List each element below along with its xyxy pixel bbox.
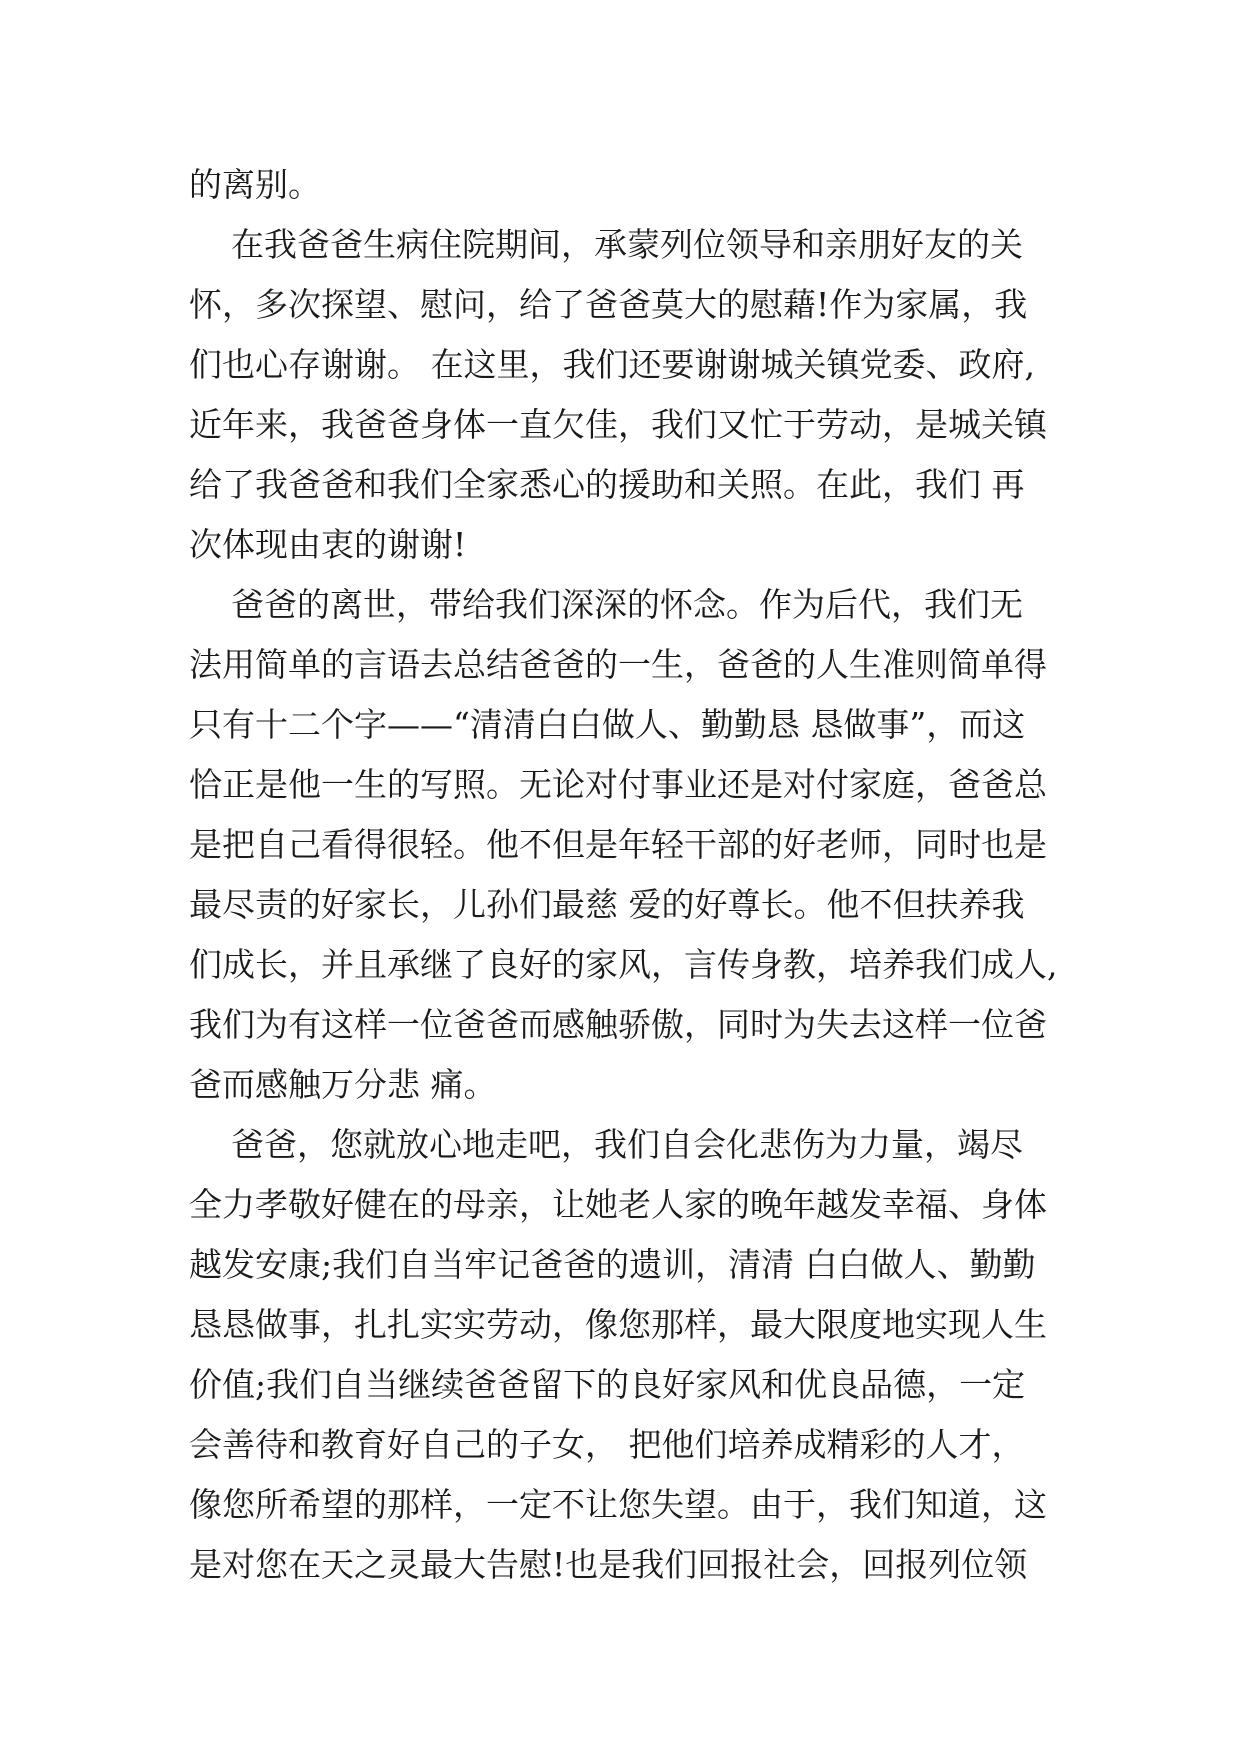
text-line: 爸爸，您就放心地走吧，我们自会化悲伤为力量，竭尽	[189, 1125, 1023, 1164]
text-line: 次体现由衷的谢谢!	[189, 525, 467, 564]
text-line: 爸而感触万分悲 痛。	[189, 1065, 497, 1104]
text-line: 恳恳做事，扎扎实实劳动，像您那样，最大限度地实现人生	[189, 1305, 1047, 1344]
text-line: 爸爸的离世，带给我们深深的怀念。作为后代，我们无	[189, 585, 1023, 624]
text-line: 全力孝敬好健在的母亲，让她老人家的晚年越发幸福、身体	[189, 1185, 1047, 1224]
text-line: 们成长，并且承继了良好的家风，言传身教，培养我们成人,	[189, 945, 1058, 984]
text-line: 是把自己看得很轻。他不但是年轻干部的好老师，同时也是	[189, 825, 1047, 864]
text-line: 恰正是他一生的写照。无论对付事业还是对付家庭，爸爸总	[189, 765, 1047, 804]
text-line: 们也心存谢谢。 在这里，我们还要谢谢城关镇党委、政府,	[189, 345, 1035, 384]
text-line: 近年来，我爸爸身体一直欠佳，我们又忙于劳动，是城关镇	[189, 405, 1047, 444]
text-line: 的离别。	[189, 165, 321, 204]
text-line: 只有十二个字——“清清白白做人、勤勤恳 恳做事”，而这	[189, 705, 1026, 744]
text-line: 给了我爸爸和我们全家悉心的援助和关照。在此，我们 再	[189, 465, 1025, 504]
text-line: 像您所希望的那样，一定不让您失望。由于，我们知道，这	[189, 1485, 1047, 1524]
text-line: 是对您在天之灵最大告慰!也是我们回报社会，回报列位领	[189, 1545, 1028, 1584]
text-line: 会善待和教育好自己的子女， 把他们培养成精彩的人才，	[189, 1425, 1025, 1464]
text-line: 越发安康;我们自当牢记爸爸的遗训，清清 白白做人、勤勤	[189, 1245, 1036, 1284]
text-line: 最尽责的好家长，儿孙们最慈 爱的好尊长。他不但扶养我	[189, 885, 1025, 924]
text-line: 价值;我们自当继续爸爸留下的良好家风和优良品德，一定	[189, 1365, 1026, 1404]
text-line: 法用简单的言语去总结爸爸的一生，爸爸的人生准则简单得	[189, 645, 1047, 684]
text-line: 我们为有这样一位爸爸而感触骄傲，同时为失去这样一位爸	[189, 1005, 1047, 1044]
text-line: 在我爸爸生病住院期间，承蒙列位领导和亲朋好友的关	[189, 225, 1023, 264]
text-line: 怀，多次探望、慰问，给了爸爸莫大的慰藉!作为家属，我	[189, 285, 1028, 324]
document-body	[189, 155, 1069, 1595]
